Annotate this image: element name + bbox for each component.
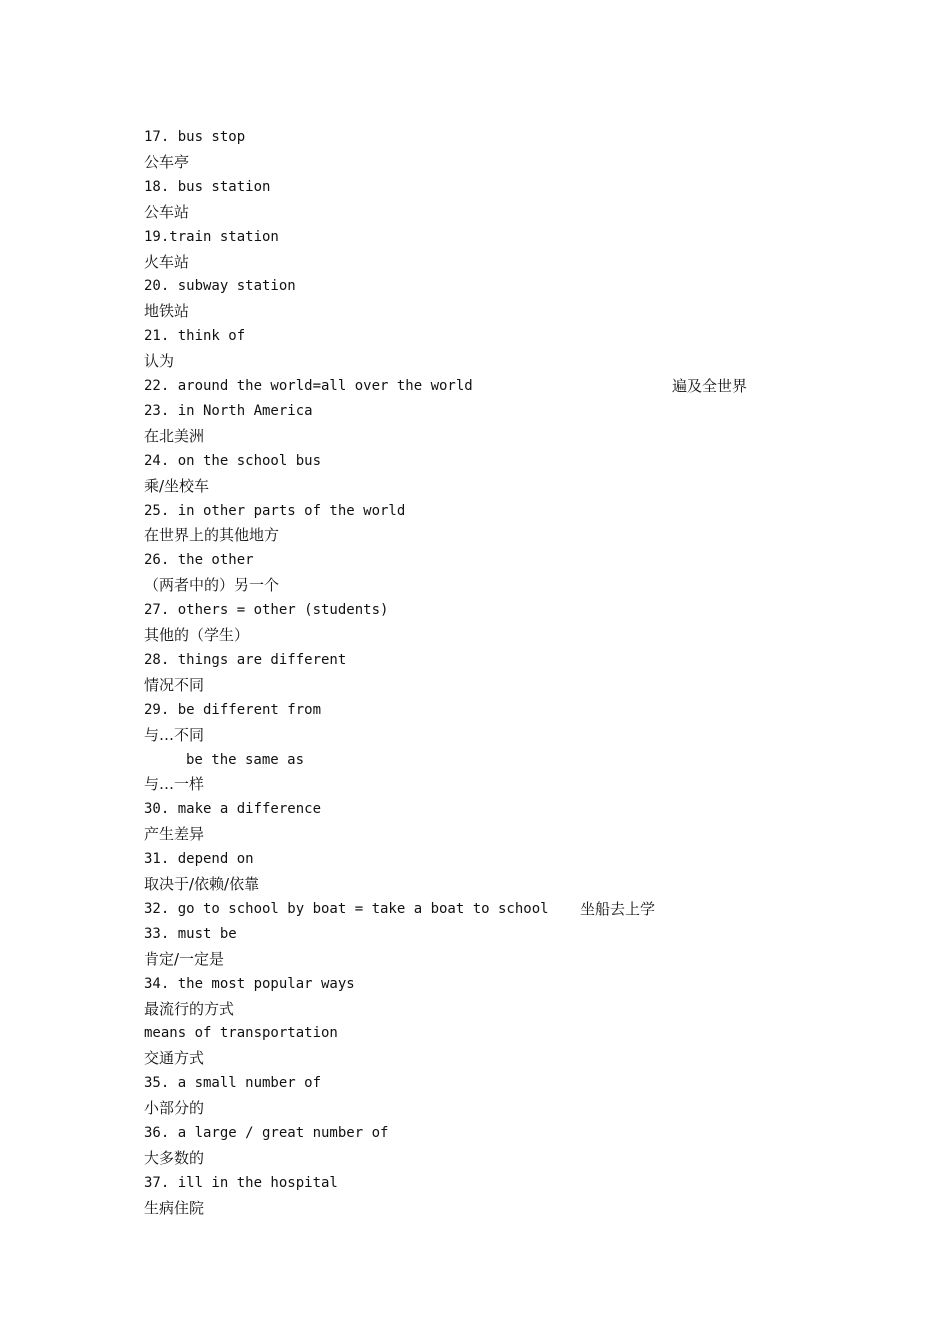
english-phrase-line: 21. think of xyxy=(144,328,246,345)
chinese-meaning-line: 肯定/一定是 xyxy=(144,949,225,968)
chinese-meaning-line: 其他的（学生） xyxy=(144,626,250,644)
english-phrase-line: 29. be different from xyxy=(144,701,322,718)
english-phrase-line: 37. ill in the hospital xyxy=(144,1174,338,1191)
english-phrase-line: 36. a large / great number of xyxy=(144,1125,389,1141)
english-phrase-line: 23. in North America xyxy=(144,402,313,419)
chinese-meaning-line: 公车亭 xyxy=(144,152,190,171)
chinese-meaning-line: 交通方式 xyxy=(144,1049,205,1068)
english-phrase-line: 25. in other parts of the world xyxy=(144,502,406,519)
english-phrase-line: 24. on the school bus xyxy=(144,452,322,469)
chinese-meaning-line: 认为 xyxy=(144,352,175,371)
english-phrase-line: 20. subway station xyxy=(144,278,296,295)
chinese-meaning-line: 乘/坐校车 xyxy=(144,476,210,495)
inline-chinese-meaning: 遍及全世界 xyxy=(672,377,748,395)
chinese-meaning-line: 公车站 xyxy=(144,202,190,221)
chinese-meaning-line: 产生差异 xyxy=(144,825,205,844)
chinese-meaning-line: 与…一样 xyxy=(144,775,205,794)
chinese-meaning-line: 火车站 xyxy=(144,252,190,271)
english-phrase-line: 18. bus station xyxy=(144,178,271,195)
english-phrase-line: 28. things are different xyxy=(144,651,347,668)
chinese-meaning-line: 在北美洲 xyxy=(144,426,205,445)
chinese-meaning-line: 情况不同 xyxy=(144,675,205,694)
chinese-meaning-line: 在世界上的其他地方 xyxy=(144,526,280,545)
english-phrase-line: 34. the most popular ways xyxy=(144,975,355,992)
chinese-meaning-line: 取决于/依赖/依靠 xyxy=(144,875,260,893)
english-phrase-line: 30. make a difference xyxy=(144,801,322,818)
chinese-meaning-line: 地铁站 xyxy=(144,302,190,321)
chinese-meaning-line: 小部分的 xyxy=(144,1099,205,1118)
chinese-meaning-line: （两者中的）另一个 xyxy=(144,576,280,595)
english-phrase-line: 33. must be xyxy=(144,925,237,942)
english-phrase-line: 17. bus stop xyxy=(144,129,246,145)
english-phrase-line: 27. others = other (students) xyxy=(144,602,389,619)
english-phrase-line: means of transportation xyxy=(144,1025,338,1042)
chinese-meaning-line: 与…不同 xyxy=(144,725,205,744)
english-phrase-line: 19.train station xyxy=(144,228,279,245)
english-phrase-line: 31. depend on xyxy=(144,851,254,868)
english-phrase-line: 35. a small number of xyxy=(144,1075,322,1092)
english-phrase-line: be the same as xyxy=(186,751,305,768)
english-phrase-line: 22. around the world=all over the world xyxy=(144,378,473,394)
english-phrase-line: 26. the other xyxy=(144,552,254,569)
inline-chinese-meaning: 坐船去上学 xyxy=(580,899,656,918)
english-phrase-line: 32. go to school by boat = take a boat to school xyxy=(144,900,549,917)
chinese-meaning-line: 最流行的方式 xyxy=(144,999,235,1018)
chinese-meaning-line: 大多数的 xyxy=(144,1148,205,1167)
chinese-meaning-line: 生病住院 xyxy=(144,1198,205,1217)
